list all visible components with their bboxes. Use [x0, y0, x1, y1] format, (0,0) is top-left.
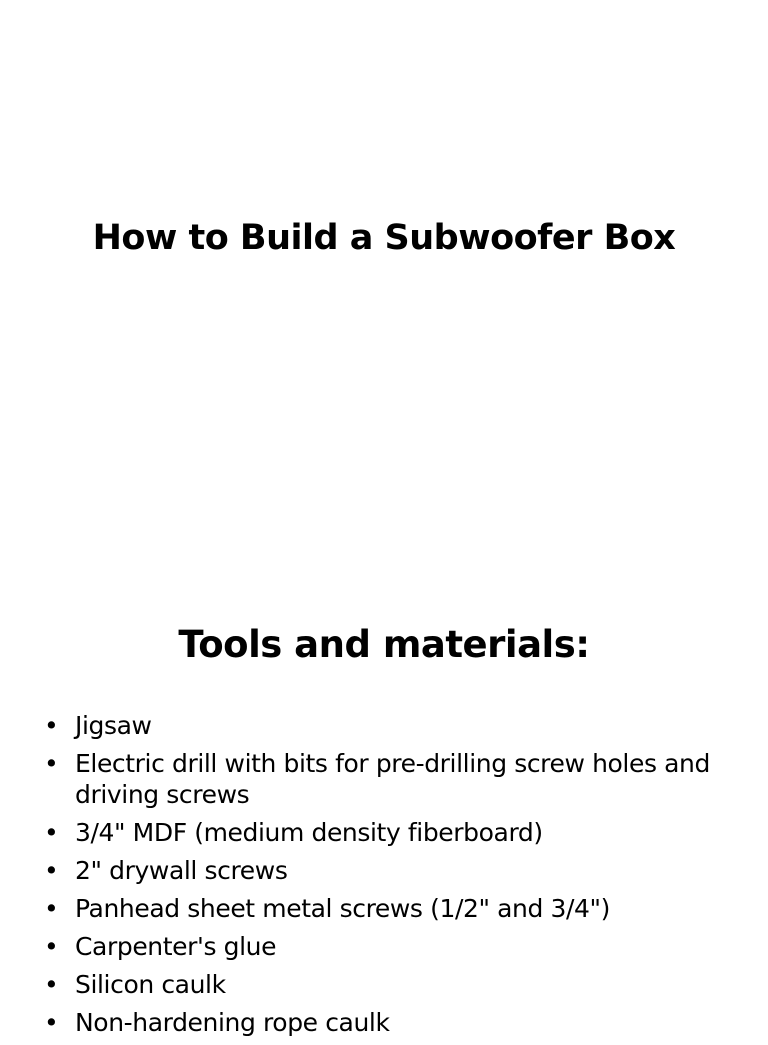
materials-list	[44, 710, 744, 1045]
slide-title: How to Build a Subwoofer Box	[92, 218, 676, 258]
bullet-icon: •	[44, 894, 59, 923]
bullet-icon: •	[44, 749, 59, 778]
list-item-text: Non-hardening rope caulk	[75, 1008, 390, 1037]
list-item-text: 2" drywall screws	[75, 856, 288, 885]
bullet-icon: •	[44, 932, 59, 961]
list-item-text: 3/4" MDF (medium density fiberboard)	[75, 818, 543, 847]
bullet-icon: •	[44, 1008, 59, 1037]
bullet-icon: •	[44, 818, 59, 847]
list-item	[44, 710, 744, 741]
list-item	[44, 817, 744, 848]
list-item	[44, 855, 744, 886]
list-item-text: Jigsaw	[75, 711, 152, 740]
list-item-text: Carpenter's glue	[75, 932, 277, 961]
section-heading: Tools and materials:	[178, 623, 590, 666]
bullet-icon: •	[44, 856, 59, 885]
list-item-text: Electric drill with bits for pre-drilling screw holes and driving screws	[75, 749, 710, 809]
list-item	[44, 748, 744, 810]
list-item	[44, 893, 744, 924]
list-item-text: Panhead sheet metal screws (1/2" and 3/4")	[75, 894, 611, 923]
list-item	[44, 1007, 744, 1038]
list-item-text: Silicon caulk	[75, 970, 226, 999]
bullet-icon: •	[44, 970, 59, 999]
list-item	[44, 969, 744, 1000]
list-item	[44, 931, 744, 962]
bullet-icon: •	[44, 711, 59, 740]
